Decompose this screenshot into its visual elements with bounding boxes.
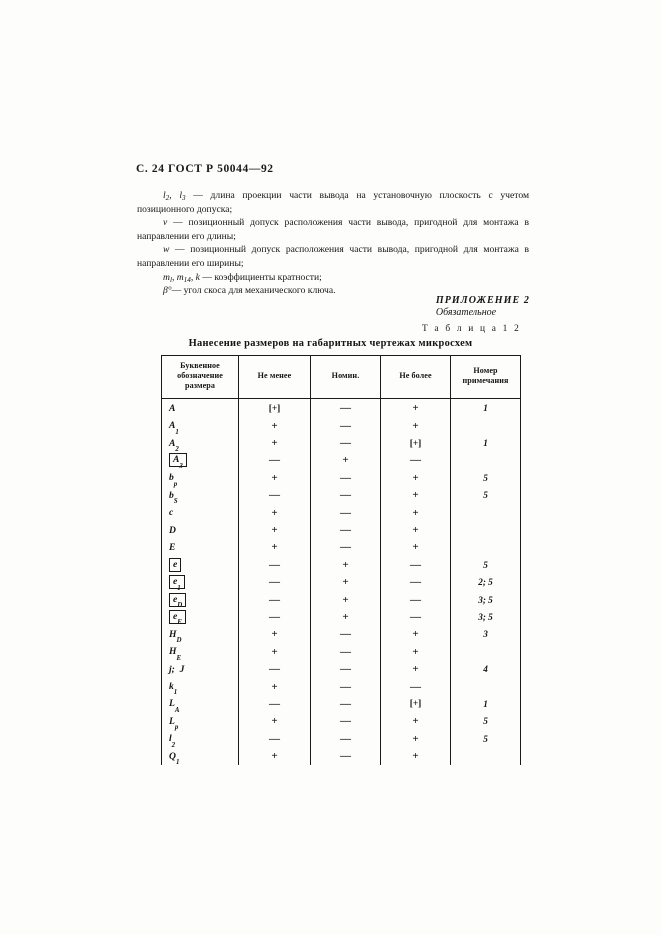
cell-ne-menee: + — [239, 504, 311, 521]
cell-ne-menee: — — [239, 452, 311, 469]
cell-note — [451, 539, 521, 556]
cell-note: 3; 5 — [451, 591, 521, 608]
cell-ne-bolee: + — [381, 487, 451, 504]
cell-symbol: $e_D$ — [162, 591, 239, 608]
cell-note — [451, 678, 521, 695]
table-row — [162, 417, 521, 434]
table-title: Нанесение размеров на габаритных чертежах микросхем — [188, 338, 473, 349]
cell-symbol: D — [162, 521, 239, 538]
cell-symbol: e — [162, 556, 239, 573]
cell-ne-menee: + — [239, 521, 311, 538]
table-row — [162, 660, 521, 677]
cell-note: 3 — [451, 626, 521, 643]
cell-ne-menee: + — [239, 643, 311, 660]
table-header-row — [162, 356, 521, 399]
cell-nomin: — — [311, 747, 381, 764]
table-row — [162, 626, 521, 643]
cell-note: 5 — [451, 713, 521, 730]
column-header-ne-bolee: Не более — [381, 356, 451, 399]
cell-ne-menee: — — [239, 695, 311, 712]
cell-ne-menee: + — [239, 678, 311, 695]
table-row — [162, 504, 521, 521]
table-row — [162, 398, 521, 417]
appendix-kind: Обязательное — [435, 307, 497, 318]
cell-ne-menee: — — [239, 660, 311, 677]
cell-nomin: + — [311, 574, 381, 591]
body-paragraph: v — позиционный допуск расположения части вывода, пригодной для монтажа в направлении его длины; — [137, 217, 529, 242]
cell-symbol: j; J — [162, 660, 239, 677]
cell-nomin: + — [311, 556, 381, 573]
cell-ne-menee: + — [239, 713, 311, 730]
cell-ne-bolee: — — [381, 556, 451, 573]
cell-ne-bolee: + — [381, 713, 451, 730]
column-header-nomin: Номин. — [311, 356, 381, 399]
cell-ne-bolee: — — [381, 591, 451, 608]
table-row — [162, 747, 521, 764]
column-header-ne-menee: Не менее — [239, 356, 311, 399]
cell-symbol: $b_p$ — [162, 469, 239, 486]
cell-symbol: A — [162, 398, 239, 417]
appendix-label-block — [436, 295, 530, 318]
cell-ne-bolee: + — [381, 660, 451, 677]
cell-symbol: $H_E$ — [162, 643, 239, 660]
dimensions-table — [161, 355, 521, 765]
body-text-block — [137, 189, 529, 298]
cell-ne-bolee: + — [381, 398, 451, 417]
body-paragraph: $m_l$, $m_{14}$, k — коэффициенты кратности; — [163, 271, 322, 284]
cell-ne-menee: + — [239, 434, 311, 451]
dimensions-table-wrapper — [161, 355, 520, 765]
cell-nomin: — — [311, 504, 381, 521]
cell-nomin: — — [311, 643, 381, 660]
body-paragraph: β°— угол скоса для механического ключа. — [163, 285, 336, 297]
cell-ne-bolee: + — [381, 730, 451, 747]
cell-symbol: $L_A$ — [162, 695, 239, 712]
cell-ne-menee: — — [239, 487, 311, 504]
cell-note: 2; 5 — [451, 574, 521, 591]
cell-ne-bolee: + — [381, 643, 451, 660]
cell-ne-bolee: + — [381, 521, 451, 538]
running-head: С. 24 ГОСТ Р 50044—92 — [136, 163, 274, 175]
cell-ne-bolee: + — [381, 504, 451, 521]
cell-symbol: $H_D$ — [162, 626, 239, 643]
cell-ne-menee: — — [239, 730, 311, 747]
cell-ne-bolee: + — [381, 417, 451, 434]
cell-ne-bolee: + — [381, 626, 451, 643]
cell-symbol: $A_1$ — [162, 417, 239, 434]
cell-nomin: — — [311, 487, 381, 504]
cell-note — [451, 417, 521, 434]
cell-ne-bolee: + — [381, 539, 451, 556]
table-row — [162, 556, 521, 573]
cell-note: 1 — [451, 695, 521, 712]
cell-ne-bolee: [+] — [381, 434, 451, 451]
cell-note: 1 — [451, 434, 521, 451]
cell-symbol: c — [162, 504, 239, 521]
cell-nomin: — — [311, 660, 381, 677]
cell-note: 5 — [451, 469, 521, 486]
cell-ne-menee: + — [239, 747, 311, 764]
table-row — [162, 713, 521, 730]
cell-note: 3; 5 — [451, 608, 521, 625]
cell-nomin: — — [311, 695, 381, 712]
cell-nomin: — — [311, 398, 381, 417]
appendix-number: ПРИЛОЖЕНИЕ 2 — [435, 295, 530, 306]
table-row — [162, 591, 521, 608]
cell-ne-bolee: — — [381, 678, 451, 695]
table-row — [162, 487, 521, 504]
cell-symbol: $l_2$ — [162, 730, 239, 747]
cell-ne-bolee: + — [381, 469, 451, 486]
column-header-note: Номер примечания — [451, 356, 521, 399]
cell-symbol: $L_p$ — [162, 713, 239, 730]
cell-nomin: — — [311, 434, 381, 451]
cell-symbol: $b_S$ — [162, 487, 239, 504]
column-header-symbol: Буквенное обозначение размера — [162, 356, 239, 399]
cell-note: 5 — [451, 556, 521, 573]
table-row — [162, 574, 521, 591]
table-row — [162, 434, 521, 451]
cell-nomin: — — [311, 730, 381, 747]
table-row — [162, 643, 521, 660]
cell-nomin: — — [311, 469, 381, 486]
cell-note — [451, 747, 521, 764]
cell-symbol: $A_3$ — [162, 452, 239, 469]
cell-nomin: — — [311, 626, 381, 643]
table-row — [162, 539, 521, 556]
cell-ne-menee: — — [239, 556, 311, 573]
cell-note: 1 — [451, 398, 521, 417]
cell-symbol: $e_E$ — [162, 608, 239, 625]
cell-symbol: $e_1$ — [162, 574, 239, 591]
cell-ne-bolee: — — [381, 452, 451, 469]
table-row — [162, 695, 521, 712]
cell-ne-menee: + — [239, 417, 311, 434]
table-number-label: Т а б л и ц а 1 2 — [421, 324, 521, 334]
cell-nomin: — — [311, 713, 381, 730]
table-row — [162, 452, 521, 469]
cell-ne-bolee: — — [381, 608, 451, 625]
cell-note — [451, 521, 521, 538]
cell-symbol: $k_1$ — [162, 678, 239, 695]
table-row — [162, 469, 521, 486]
cell-ne-menee: + — [239, 469, 311, 486]
cell-symbol: E — [162, 539, 239, 556]
cell-nomin: + — [311, 608, 381, 625]
cell-ne-menee: — — [239, 574, 311, 591]
cell-ne-bolee: — — [381, 574, 451, 591]
cell-nomin: — — [311, 417, 381, 434]
cell-symbol: $A_2$ — [162, 434, 239, 451]
cell-note — [451, 643, 521, 660]
body-paragraph: w — позиционный допуск расположения части вывода, пригодной для монтажа в направлении его ширины; — [137, 244, 529, 269]
cell-ne-menee: — — [239, 608, 311, 625]
table-row — [162, 730, 521, 747]
body-paragraph: $l_2$, $l_3$ — длина проекции части вывода на установочную плоскость с учетом позиционного допуска; — [137, 190, 530, 215]
dimensions-table-body — [162, 398, 521, 765]
cell-ne-bolee: + — [381, 747, 451, 764]
table-row — [162, 521, 521, 538]
cell-symbol: $Q_1$ — [162, 747, 239, 764]
cell-nomin: + — [311, 452, 381, 469]
cell-note: 4 — [451, 660, 521, 677]
cell-note: 5 — [451, 730, 521, 747]
cell-nomin: — — [311, 521, 381, 538]
cell-note: 5 — [451, 487, 521, 504]
cell-ne-menee: — — [239, 591, 311, 608]
table-row — [162, 608, 521, 625]
cell-ne-menee: + — [239, 539, 311, 556]
cell-note — [451, 504, 521, 521]
cell-nomin: — — [311, 678, 381, 695]
cell-ne-menee: + — [239, 626, 311, 643]
cell-nomin: + — [311, 591, 381, 608]
cell-ne-menee: [+] — [239, 398, 311, 417]
cell-note — [451, 452, 521, 469]
cell-nomin: — — [311, 539, 381, 556]
cell-ne-bolee: [+] — [381, 695, 451, 712]
table-row — [162, 678, 521, 695]
